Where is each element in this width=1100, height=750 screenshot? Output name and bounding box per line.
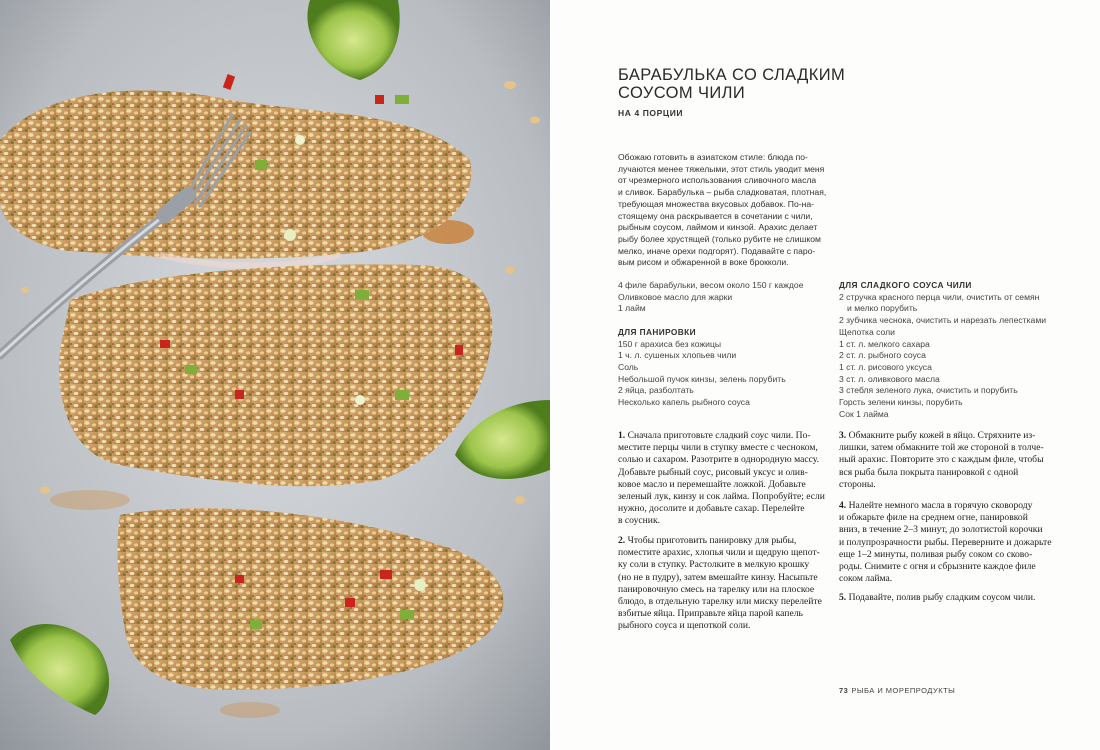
ingredient-item: Сок 1 лайма xyxy=(839,408,889,419)
breading-heading: ДЛЯ ПАНИРОВКИ xyxy=(618,326,697,337)
intro-line: рыбным соусом, лаймом и кинзой. Арахис делает xyxy=(618,222,818,233)
step-line: стороны. xyxy=(839,478,876,490)
ingredient-item: 4 филе барабульки, весом около 150 г каждое xyxy=(618,280,804,290)
ingredient-item: 1 ст. л. рисового уксуса xyxy=(839,361,932,372)
ingredient-item: и мелко порубить xyxy=(847,303,918,314)
step-line: Сначала приготовьте сладкий соус чили. По- xyxy=(627,430,811,441)
step-line: ковое масло и перемешайте ложкой. Добавьте xyxy=(618,478,806,490)
intro-line: рыбу более хрустящей (только рубите не слишком xyxy=(618,233,821,244)
ingredient-item: 2 яйца, разболтать xyxy=(618,385,694,396)
intro-line: требующая множества вкусовых добавок. По-на- xyxy=(618,198,815,209)
step-number: 5. xyxy=(839,592,847,603)
ingredient-item: Оливковое масло для жарки xyxy=(618,291,733,302)
step-line: роды. Снимите с огня и сбрызните каждое филе xyxy=(839,561,1036,573)
step-line: Подавайте, полив рыбу сладким соусом чили. xyxy=(848,592,1036,603)
step-line: ку соли в ступку. Растолките в мелкую крошку xyxy=(618,559,810,571)
step-line: местите перцы чили в ступку вместе с чесноком, xyxy=(618,442,818,454)
step-line: Налейте немного масла в горячую сковороду xyxy=(848,500,1033,511)
method-step-4 xyxy=(839,500,1051,585)
step-line: поместите арахис, хлопья чили и щедрую щепот- xyxy=(618,547,820,559)
step-line: блюдо, в отдельную тарелку или миску перелейте xyxy=(618,596,822,608)
recipe-page xyxy=(550,0,1100,750)
step-line: нужно, досолите и добавьте сахар. Перелейте xyxy=(618,503,805,515)
method-step-5 xyxy=(839,592,1035,604)
ingredient-item: Небольшой пучок кинзы, зелень порубить xyxy=(618,373,786,384)
ingredient-item: 3 стебля зеленого лука, очистить и порубить xyxy=(839,385,1018,396)
ingredient-item: 2 зубчика чеснока, очистить и нарезать лепестками xyxy=(839,315,1047,326)
recipe-intro xyxy=(618,152,827,269)
fish-fillet-middle xyxy=(59,264,492,486)
step-line: (но не в пудру), затем вмешайте кинзу. Насыпьте xyxy=(618,571,818,583)
ingredients-sauce xyxy=(839,280,1046,420)
intro-line: Обожаю готовить в азиатском стиле: блюда по- xyxy=(618,152,808,162)
step-line: Чтобы приготовить панировку для рыбы, xyxy=(627,535,797,546)
ingredient-item: 1 лайм xyxy=(618,303,646,314)
step-line: Обмакните рыбу кожей в яйцо. Стряхните из- xyxy=(848,430,1036,441)
step-line: солью и сахаром. Разотрите в однородную массу. xyxy=(618,454,819,466)
method-step-3 xyxy=(839,430,1044,491)
recipe-title: БАРАБУЛЬКА СО СЛАДКИМ СОУСОМ ЧИЛИ xyxy=(618,66,846,102)
ingredient-item: 3 ст. л. оливкового масла xyxy=(839,373,940,384)
method-step-1 xyxy=(618,430,825,528)
step-number: 4. xyxy=(839,500,847,511)
ingredients-left xyxy=(618,280,803,409)
intro-line: вым рисом и обжаренной в воке брокколи. xyxy=(618,257,789,268)
intro-line: лучаются менее тяжелыми, этот стиль уводит меня xyxy=(618,163,825,174)
intro-line: и сливок. Барабулька – рыба сладковатая, плотная, xyxy=(618,187,827,198)
step-line: лишки, затем обмакните той же стороной в толче- xyxy=(839,442,1044,454)
ingredient-item: 150 г арахиса без кожицы xyxy=(618,338,722,349)
ingredient-item: 1 ст. л. мелкого сахара xyxy=(839,338,930,349)
step-number: 2. xyxy=(618,535,626,546)
step-line: взбитые яйца. Приправьте яйца парой капель xyxy=(618,608,803,620)
step-line: вся рыба была покрыта панировкой с одной xyxy=(839,466,1019,478)
step-line: соком лайма. xyxy=(839,573,893,585)
step-line: в соусник. xyxy=(618,515,661,527)
ingredient-item: Горсть зелени кинзы, порубить xyxy=(839,397,963,408)
step-line: ный арахис. Повторите это с каждым филе, чтобы xyxy=(839,454,1044,466)
step-line: и полупрозрачности рыбы. Переверните и дожарьте xyxy=(839,536,1052,548)
step-line: и обжарьте филе на среднем огне, панировкой xyxy=(839,512,1028,524)
step-line: Добавьте рыбный соус, рисовый уксус и олив- xyxy=(618,466,808,478)
step-line: панировочную смесь на тарелку или на плоское xyxy=(618,583,815,595)
page-number: 73 xyxy=(839,686,849,695)
step-number: 1. xyxy=(618,430,626,441)
intro-line: стоящему она раскрывается в сочетании с чили, xyxy=(618,210,813,221)
step-number: 3. xyxy=(839,430,847,441)
ingredient-item: Соль xyxy=(618,361,639,372)
ingredient-item: 1 ч. л. сушеных хлопьев чили xyxy=(618,350,737,361)
step-line: вниз, в течение 2–3 минут, до золотистой корочки xyxy=(839,524,1043,536)
page-footer xyxy=(839,686,955,695)
ingredient-item: 2 ст. л. рыбного соуса xyxy=(839,350,926,361)
intro-line: мелко, иначе орехи подгорят). Подавайте с паро- xyxy=(618,245,816,256)
step-line: еще 1–2 минуты, поливая рыбу соком со сково- xyxy=(839,548,1033,560)
servings-label: НА 4 ПОРЦИИ xyxy=(618,108,684,118)
method-step-2 xyxy=(618,535,822,633)
sauce-heading: ДЛЯ СЛАДКОГО СОУСА ЧИЛИ xyxy=(839,280,972,290)
step-line: рыбного соуса и щепоткой соли. xyxy=(618,620,751,632)
section-name: РЫБА И МОРЕПРОДУКТЫ xyxy=(851,686,956,695)
step-line: зеленый лук, кинзу и сок лайма. Попробуйте; если xyxy=(618,491,825,503)
ingredient-item: 2 стручка красного перца чили, очистить от семян xyxy=(839,291,1040,302)
ingredient-item: Несколько капель рыбного соуса xyxy=(618,397,750,408)
ingredient-item: Щепотка соли xyxy=(839,326,895,337)
intro-line: от чрезмерного использования сливочного масла xyxy=(618,175,817,186)
